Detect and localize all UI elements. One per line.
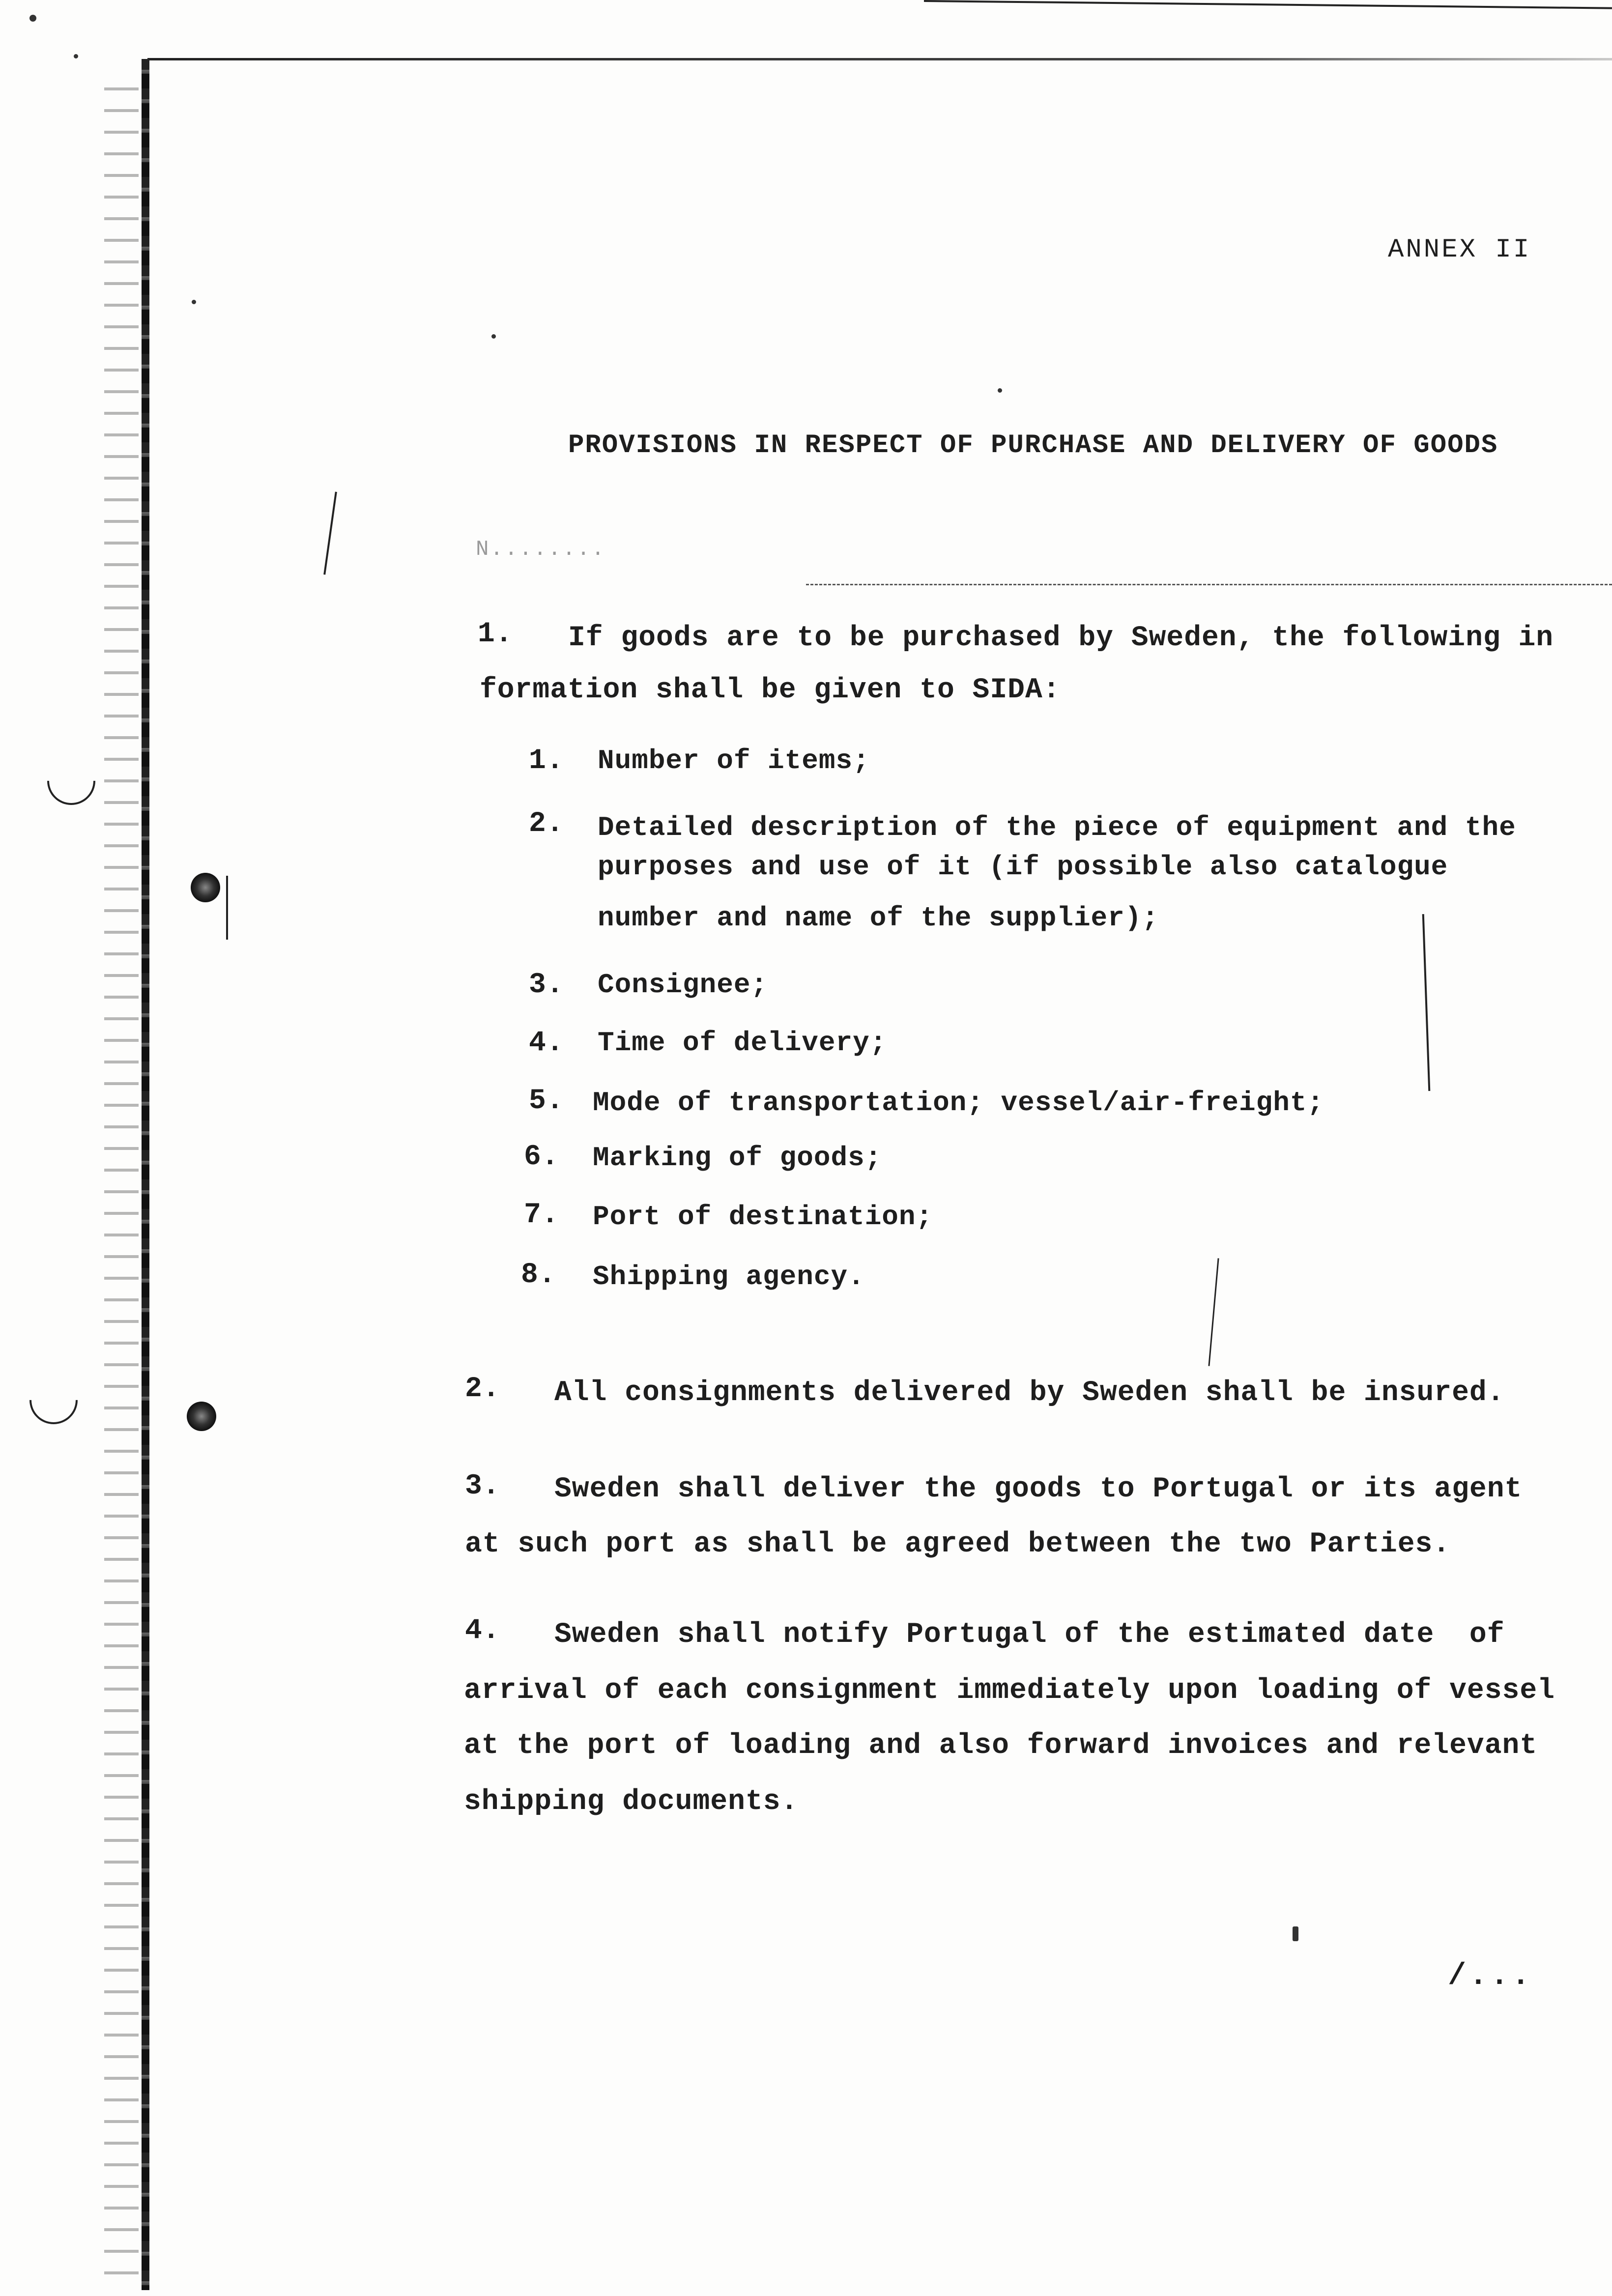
annex-label: ANNEX II — [1388, 235, 1531, 265]
speck — [74, 54, 78, 58]
binding-shadow — [104, 69, 139, 2280]
list-item-text: Number of items; — [598, 745, 870, 776]
section-text: All consignments delivered by Sweden shall be insured. — [554, 1377, 1505, 1409]
speck — [491, 334, 496, 339]
mark-line-margin — [323, 492, 337, 575]
section-text: Sweden shall notify Portugal of the estimated date of — [554, 1619, 1505, 1651]
list-item-text: Detailed description of the piece of equipment and the — [598, 812, 1516, 843]
punch-hole-upper — [191, 873, 220, 902]
speck — [29, 15, 36, 22]
list-item-text: Mode of transportation; vessel/air-freight; — [593, 1087, 1324, 1119]
list-item-number: 4. — [529, 1027, 564, 1059]
mark-line-left — [226, 876, 228, 940]
list-item-number: 6. — [524, 1141, 559, 1173]
binding-arc-upper — [37, 747, 106, 815]
section-text: arrival of each consignment immediately upon loading of vessel — [464, 1675, 1555, 1707]
section-number: 3. — [465, 1470, 500, 1502]
list-item-number: 8. — [521, 1259, 556, 1291]
section-text: at such port as shall be agreed between the two Parties. — [465, 1528, 1451, 1560]
list-item-text: Consignee; — [598, 969, 768, 1001]
list-item-number: 2. — [529, 808, 564, 840]
list-item-text: Time of delivery; — [598, 1027, 887, 1059]
section-text: formation shall be given to SIDA: — [480, 674, 1061, 706]
list-item-text: purposes and use of it (if possible also catalogue — [598, 851, 1448, 883]
list-item-number: 5. — [529, 1085, 564, 1117]
speck — [1293, 1926, 1298, 1941]
faded-heading: N........ — [476, 537, 606, 562]
section-number: 4. — [465, 1615, 500, 1647]
list-item-number: 1. — [529, 745, 564, 777]
list-item-text: Port of destination; — [593, 1201, 933, 1233]
top-paper-edge — [924, 0, 1612, 9]
list-item-text: Marking of goods; — [593, 1142, 882, 1174]
section-number: 2. — [465, 1373, 500, 1405]
binding-arc-lower — [20, 1366, 88, 1435]
speck — [192, 300, 196, 304]
binding-edge — [142, 59, 149, 2290]
punch-hole-lower — [187, 1402, 216, 1431]
mark-line-right — [1422, 914, 1431, 1091]
section-number: 1. — [478, 618, 513, 650]
list-item-text: number and name of the supplier); — [598, 902, 1159, 934]
list-item-number: 7. — [524, 1199, 559, 1231]
mark-line-center — [1208, 1258, 1219, 1366]
list-item-text: Shipping agency. — [593, 1261, 865, 1292]
continuation-mark: /... — [1448, 1958, 1533, 1993]
document-title: PROVISIONS IN RESPECT OF PURCHASE AND DELIVERY OF GOODS — [568, 430, 1498, 460]
page-top-border — [147, 58, 1612, 60]
section-text: shipping documents. — [464, 1786, 799, 1818]
speck — [998, 388, 1002, 393]
list-item-number: 3. — [529, 969, 564, 1001]
section-text: Sweden shall deliver the goods to Portugal or its agent — [554, 1473, 1523, 1505]
dashed-rule — [806, 584, 1612, 585]
section-text: at the port of loading and also forward invoices and relevant — [464, 1730, 1538, 1762]
section-text: If goods are to be purchased by Sweden, the following in — [568, 622, 1554, 654]
